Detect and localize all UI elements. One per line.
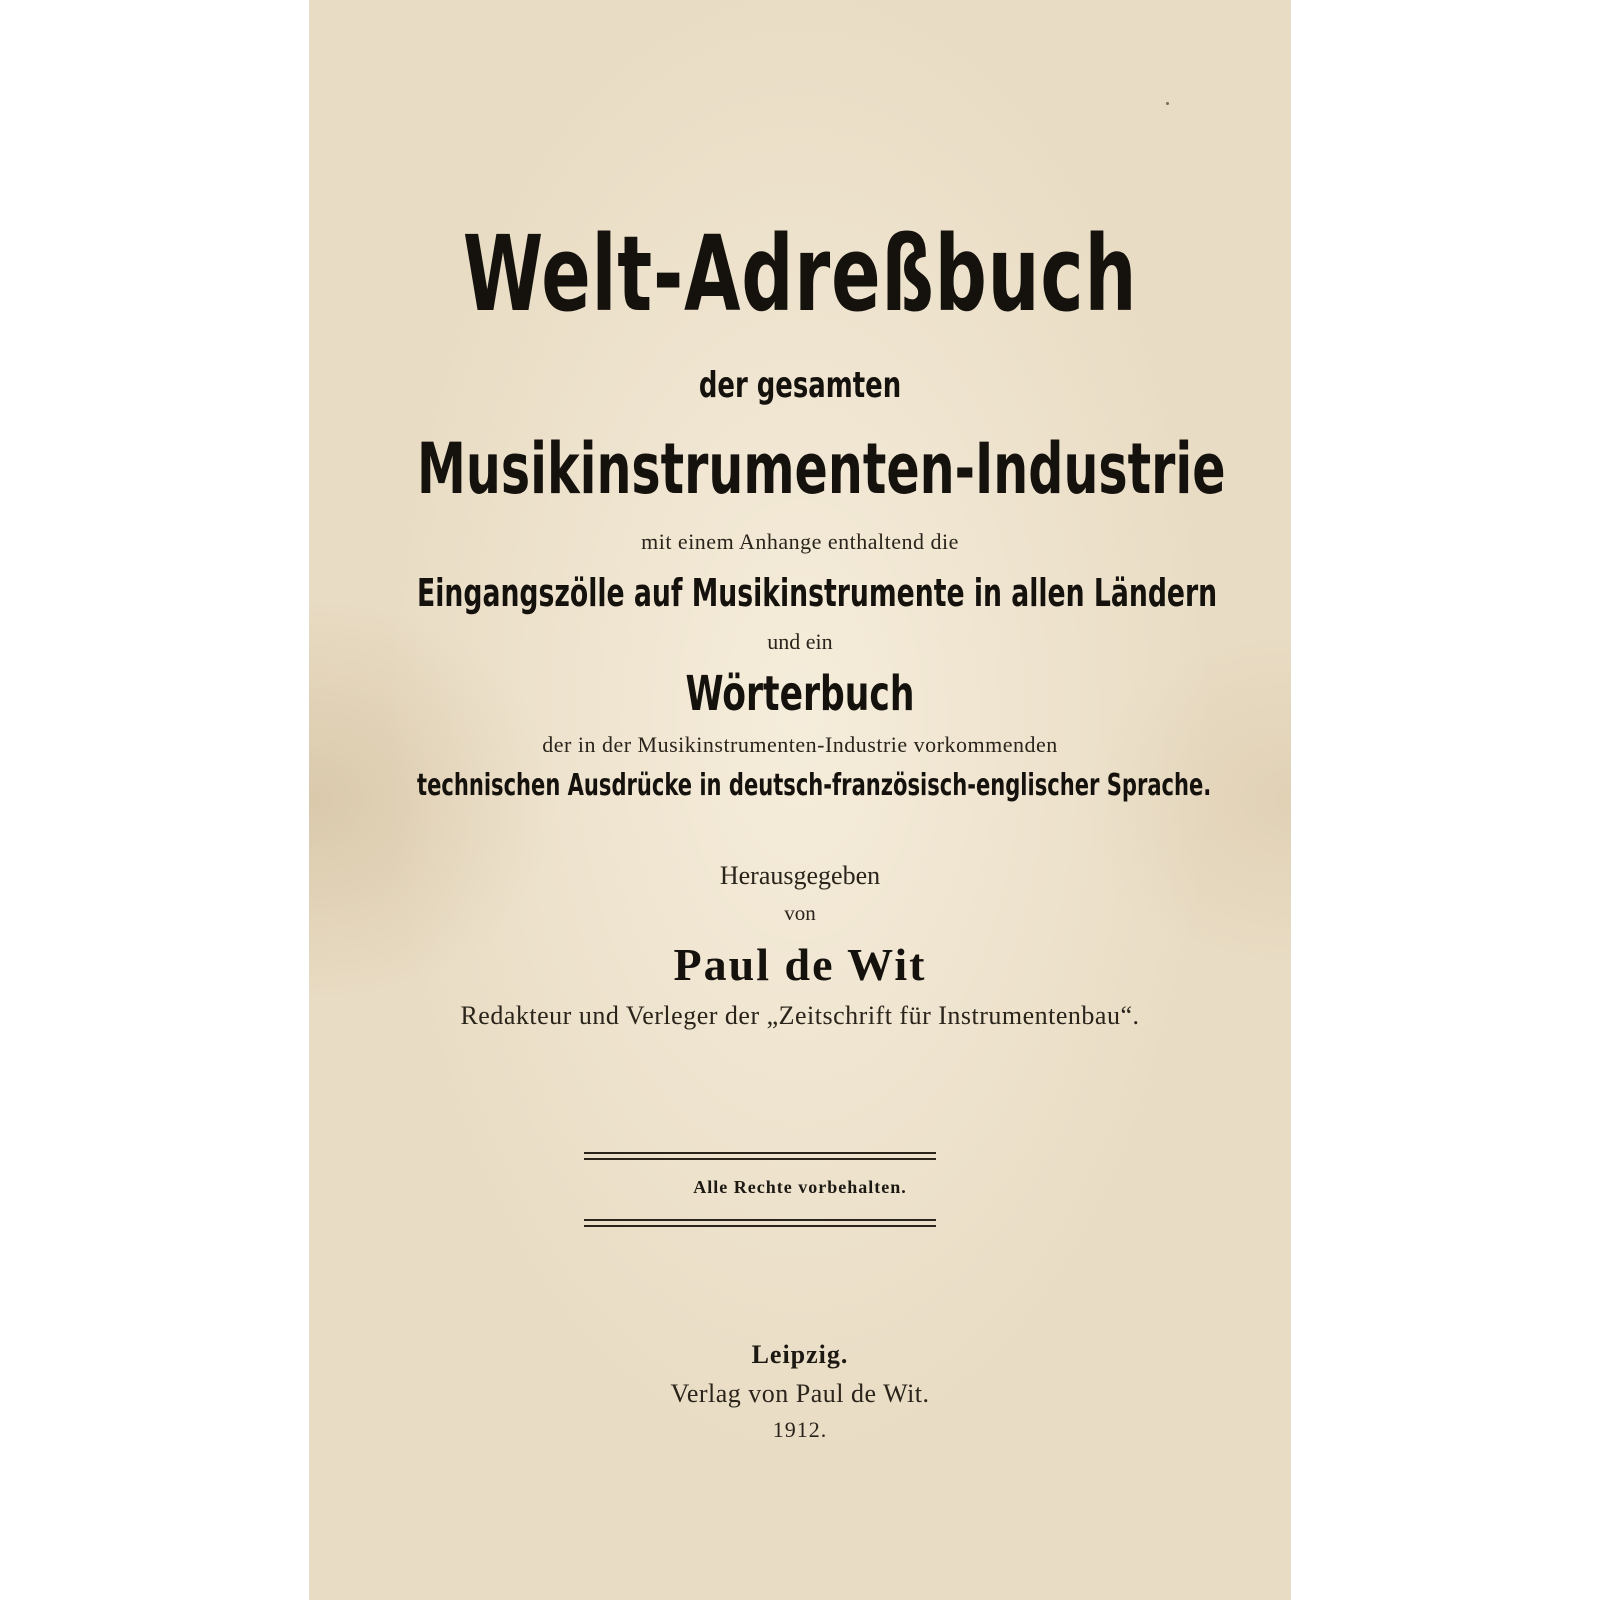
appendix-note: mit einem Anhange enthaltend die	[641, 529, 959, 554]
top-rule-2	[584, 1158, 936, 1160]
author-name: Paul de Wit	[673, 939, 927, 990]
connector-text: und ein	[767, 629, 833, 654]
industry-title: Musikinstrumenten-Industrie	[417, 428, 1226, 510]
by-text: von	[784, 901, 816, 925]
bottom-rule-1	[584, 1219, 936, 1221]
title-page	[309, 0, 1291, 1600]
main-title: Welt-Adreßbuch	[462, 213, 1138, 335]
publication-city: Leipzig.	[751, 1340, 849, 1369]
author-role: Redakteur und Verleger der „Zeitschrift für Instrumentenbau“.	[460, 1001, 1140, 1030]
top-rule-1	[584, 1152, 936, 1154]
publication-year: 1912.	[772, 1417, 828, 1442]
dictionary-note: der in der Musikinstrumenten-Industrie vorkommenden	[542, 732, 1058, 757]
publisher-label: Herausgegeben	[719, 861, 881, 890]
dictionary-description: technischen Ausdrücke in deutsch-französisch-englischer Sprache.	[417, 768, 1212, 803]
publisher-imprint: Verlag von Paul de Wit.	[670, 1379, 930, 1408]
ink-speck	[1166, 102, 1169, 105]
dictionary-title: Wörterbuch	[685, 666, 915, 722]
rights-notice: Alle Rechte vorbehalten.	[693, 1177, 907, 1197]
subtitle: der gesamten	[698, 365, 902, 406]
bottom-rule-2	[584, 1225, 936, 1227]
appendix-title: Eingangszölle auf Musikinstrumente in allen Ländern	[417, 571, 1218, 615]
